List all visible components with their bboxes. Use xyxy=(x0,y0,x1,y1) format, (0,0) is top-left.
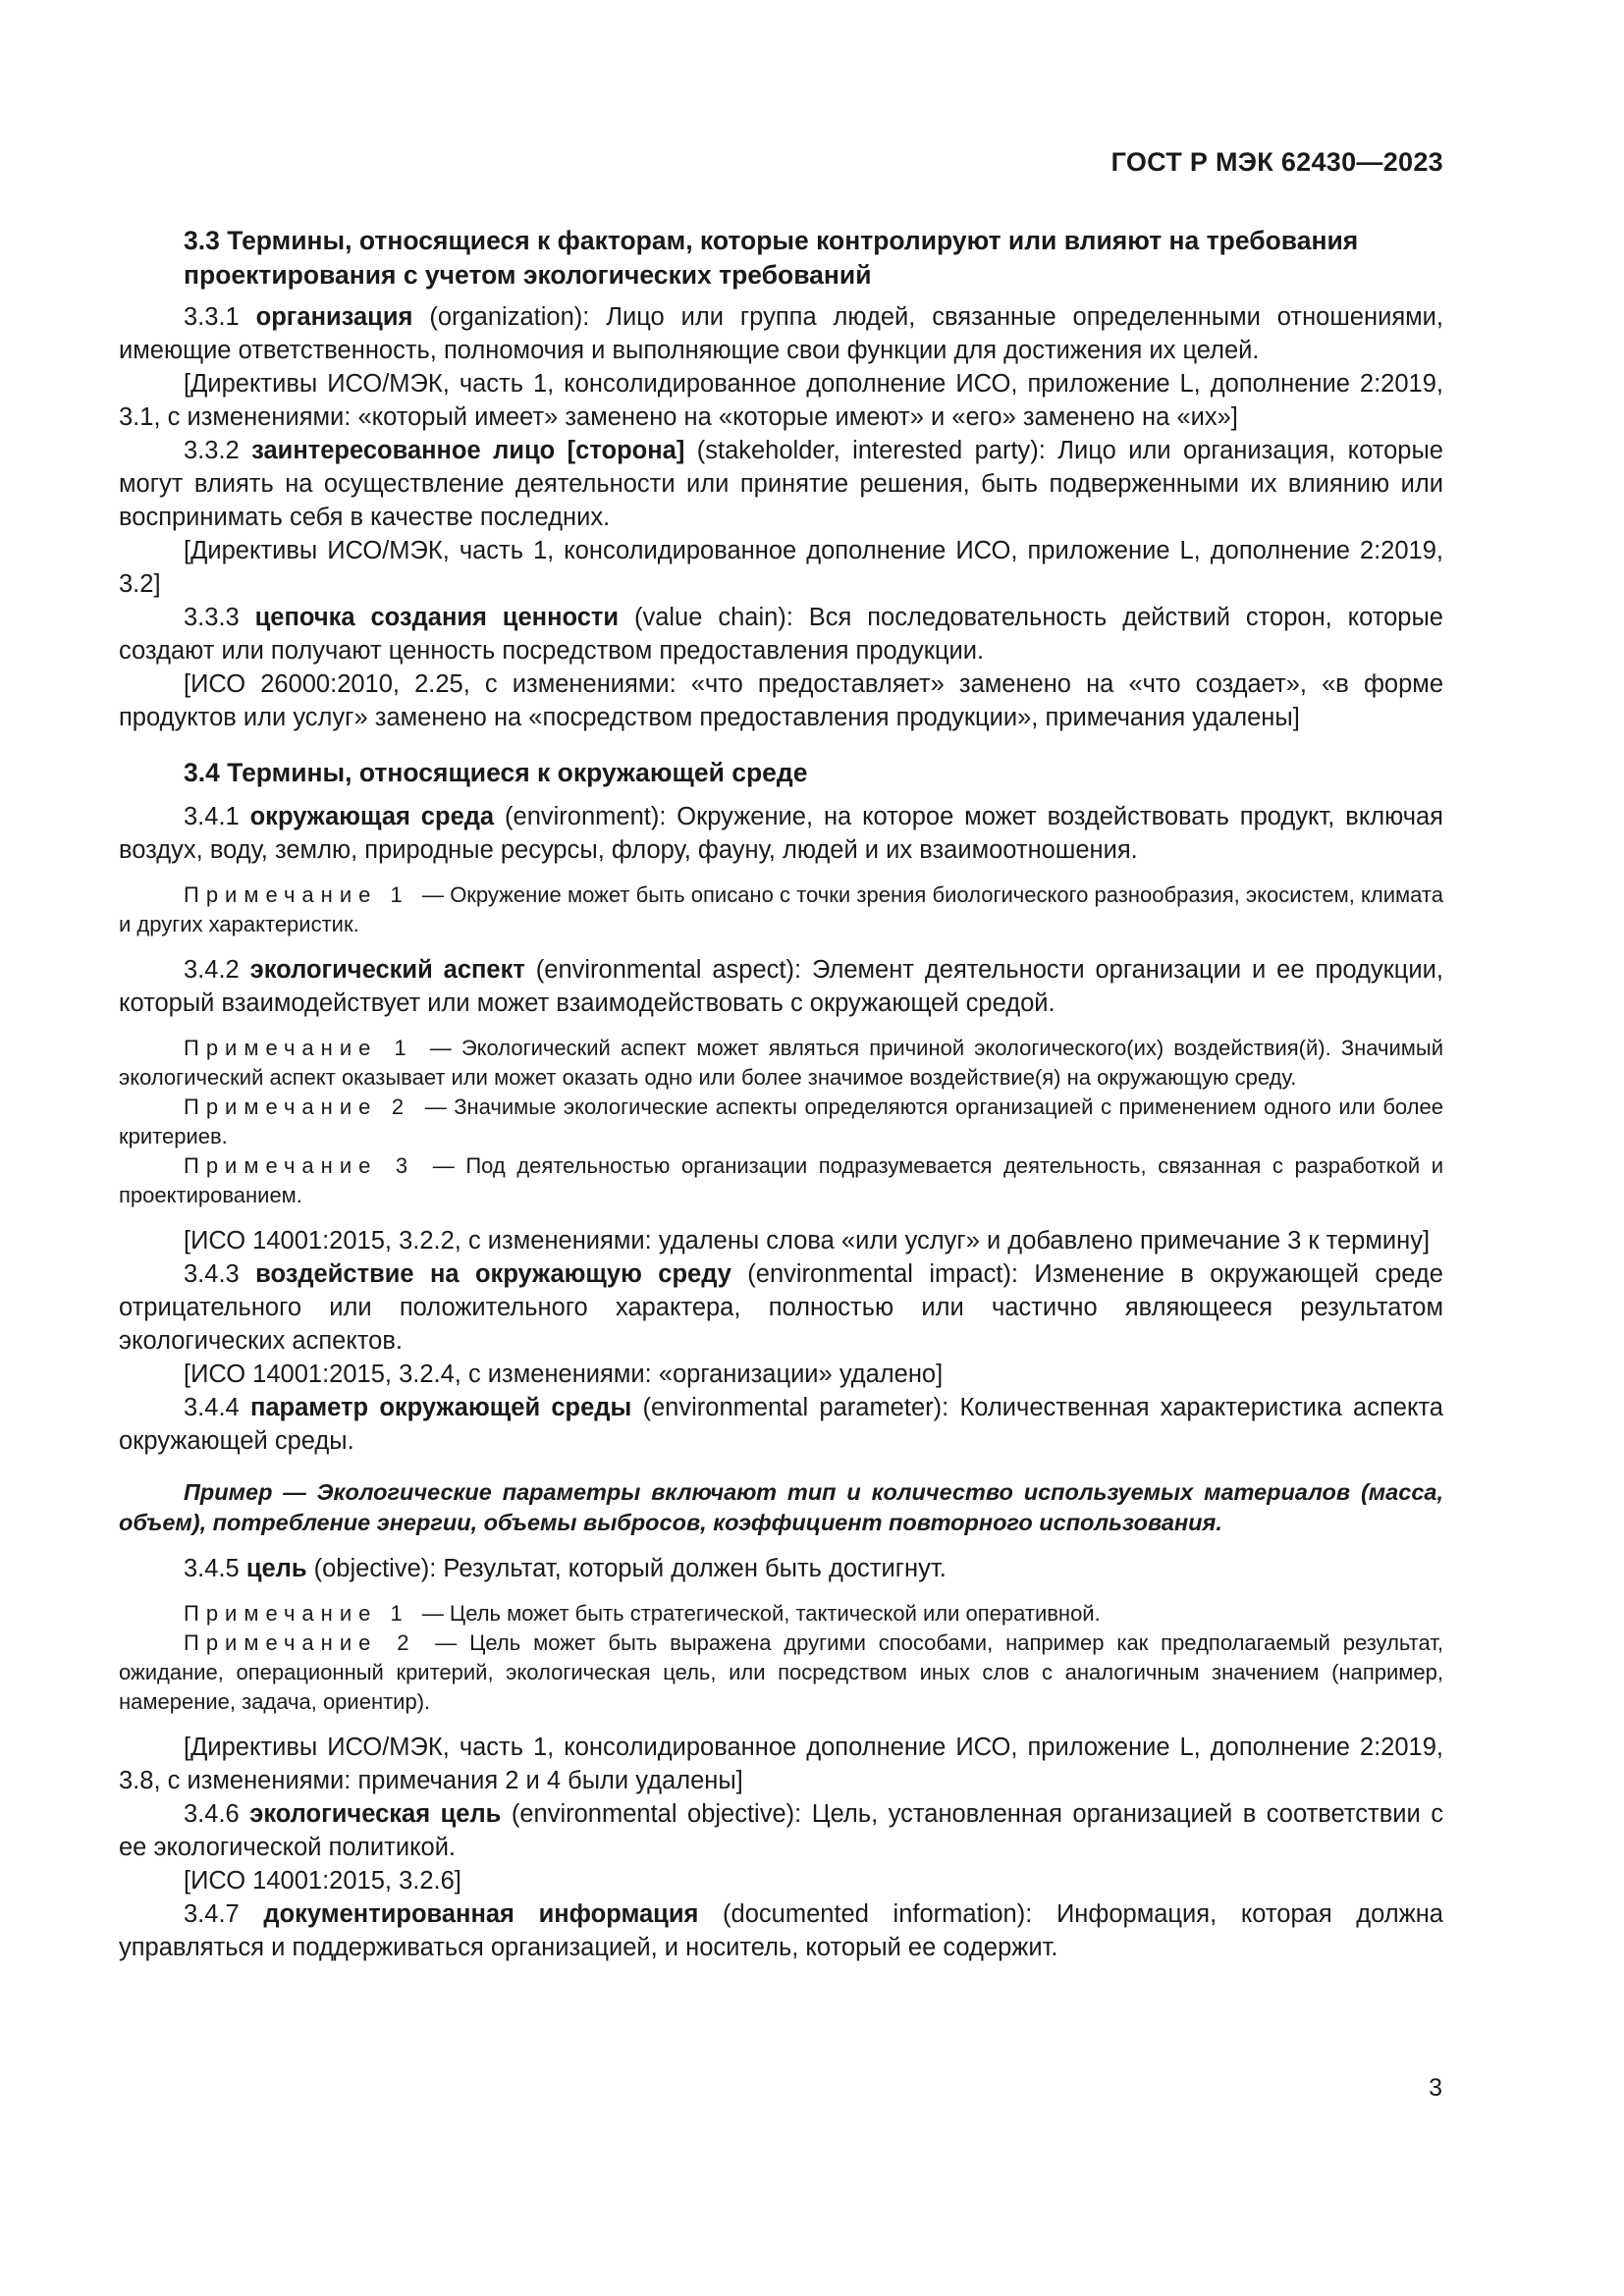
note: Примечание 2 — Цель может быть выражена другими способами, например как предполагаемый результат, ожидание, операционный критерий, экологическая цель, или посредством иных слов с аналогичным значением (например, намерение, задача, ориентир). xyxy=(119,1630,1443,1714)
term-name: экологическая цель xyxy=(249,1800,502,1828)
page-number: 3 xyxy=(1429,2074,1442,2102)
term-source: [ИСО 26000:2010, 2.25, с изменениями: «что предоставляет» заменено на «что создает», «в форме продуктов или услуг» заменено на «посредством предоставления продукции», примечания удалены] xyxy=(119,670,1443,731)
term-name: документированная информация xyxy=(263,1900,699,1928)
section-title-3-4: 3.4 Термины, относящиеся к окружающей среде xyxy=(184,758,808,787)
note: Примечание 1 — Окружение может быть описано с точки зрения биологического разнообразия, экосистем, климата и других характеристик. xyxy=(119,882,1443,936)
example: Пример — Экологические параметры включают тип и количество используемых материалов (масса, объем), потребление энергии, объемы выбросов, коэффициент повторного использования. xyxy=(119,1479,1443,1535)
term-3-4-3: 3.4.3 воздействие на окружающую среду (environmental impact): Изменение в окружающей среде отрицательного или положительного характера, полностью или частично являющееся результатом экологических аспектов. xyxy=(119,1260,1443,1355)
term-name: цель xyxy=(245,1555,307,1582)
term-source: [ИСО 14001:2015, 3.2.2, с изменениями: удалены слова «или услуг» и добавлено примечание 3 к термину] xyxy=(184,1227,1431,1255)
term-source: [ИСО 14001:2015, 3.2.6] xyxy=(184,1867,461,1895)
term-3-4-2: 3.4.2 экологический аспект (environmental aspect): Элемент деятельности организации и ее продукции, который взаимодействует или может взаимодействовать с окружающей средой. xyxy=(119,956,1443,1017)
term-3-4-1: 3.4.1 окружающая среда (environment): Окружение, на которое может воздействовать продукт, включая воздух, воду, землю, природные ресурсы, флору, фауну, людей и их взаимоотношения. xyxy=(119,803,1443,864)
term-name: параметр окружающей среды xyxy=(249,1394,632,1421)
term-name: заинтересованное лицо [сторона] xyxy=(251,437,685,464)
note: Примечание 1 — Экологический аспект может являться причиной экологического(их) воздействия(й). Значимый экологический аспект оказывает или может оказать одно или более значимое воздействие(я) на окружающую среду. xyxy=(119,1036,1443,1090)
document-code: ГОСТ Р МЭК 62430—2023 xyxy=(1110,147,1443,177)
term-name: организация xyxy=(255,303,413,331)
term-source: [Директивы ИСО/МЭК, часть 1, консолидированное дополнение ИСО, приложение L, дополнение 2:2019, 3.1, с изменениями: «который имеет» заменено на «которые имеют» и «его» заменено на «их»] xyxy=(119,370,1443,431)
term-name: воздействие на окружающую среду xyxy=(255,1260,731,1288)
term-3-4-7: 3.4.7 документированная информация (documented information): Информация, которая должна управляться и поддерживаться организацией, и носитель, который ее содержит. xyxy=(119,1900,1443,1961)
term-3-3-1: 3.3.1 организация (organization): Лицо или группа людей, связанные определенными отношениями, имеющие ответственность, полномочия и выполняющие свои функции для достижения их целей. xyxy=(119,303,1443,364)
section-title-3-3: 3.3 Термины, относящиеся к факторам, которые контролируют или влияют на требования проектирования с учетом экологических требований xyxy=(184,226,1359,290)
term-3-4-5: 3.4.5 цель (objective): Результат, который должен быть достигнут. xyxy=(184,1555,947,1582)
note: Примечание 2 — Значимые экологические аспекты определяются организацией с применением одного или более критериев. xyxy=(119,1095,1443,1148)
note: Примечание 3 — Под деятельностью организации подразумевается деятельность, связанная с разработкой и проектированием. xyxy=(119,1153,1443,1207)
term-source: [ИСО 14001:2015, 3.2.4, с изменениями: «организации» удалено] xyxy=(184,1361,944,1388)
note: Примечание 1 — Цель может быть стратегической, тактической или оперативной. xyxy=(184,1601,1101,1626)
term-3-3-3: 3.3.3 цепочка создания ценности (value chain): Вся последовательность действий сторон, которые создают или получают ценность посредством предоставления продукции. xyxy=(119,604,1443,665)
term-name: цепочка создания ценности xyxy=(254,604,620,631)
term-name: окружающая среда xyxy=(249,803,495,830)
term-source: [Директивы ИСО/МЭК, часть 1, консолидированное дополнение ИСО, приложение L, дополнение 2:2019, 3.2] xyxy=(119,537,1443,598)
term-name: экологический аспект xyxy=(249,956,525,984)
term-3-4-6: 3.4.6 экологическая цель (environmental objective): Цель, установленная организацией в соответствии с ее экологической политикой. xyxy=(119,1800,1443,1861)
term-source: [Директивы ИСО/МЭК, часть 1, консолидированное дополнение ИСО, приложение L, дополнение 2:2019, 3.8, с изменениями: примечания 2 и 4 были удалены] xyxy=(119,1734,1443,1794)
document-body xyxy=(119,224,1443,1964)
term-3-3-2: 3.3.2 заинтересованное лицо [сторона] (stakeholder, interested party): Лицо или организация, которые могут влиять на осуществление деятельности или принятие решения, быть подверженными их влиянию или воспринимать себя в качестве последних. xyxy=(119,437,1443,531)
term-3-4-4: 3.4.4 параметр окружающей среды (environmental parameter): Количественная характеристика аспекта окружающей среды. xyxy=(119,1394,1443,1455)
